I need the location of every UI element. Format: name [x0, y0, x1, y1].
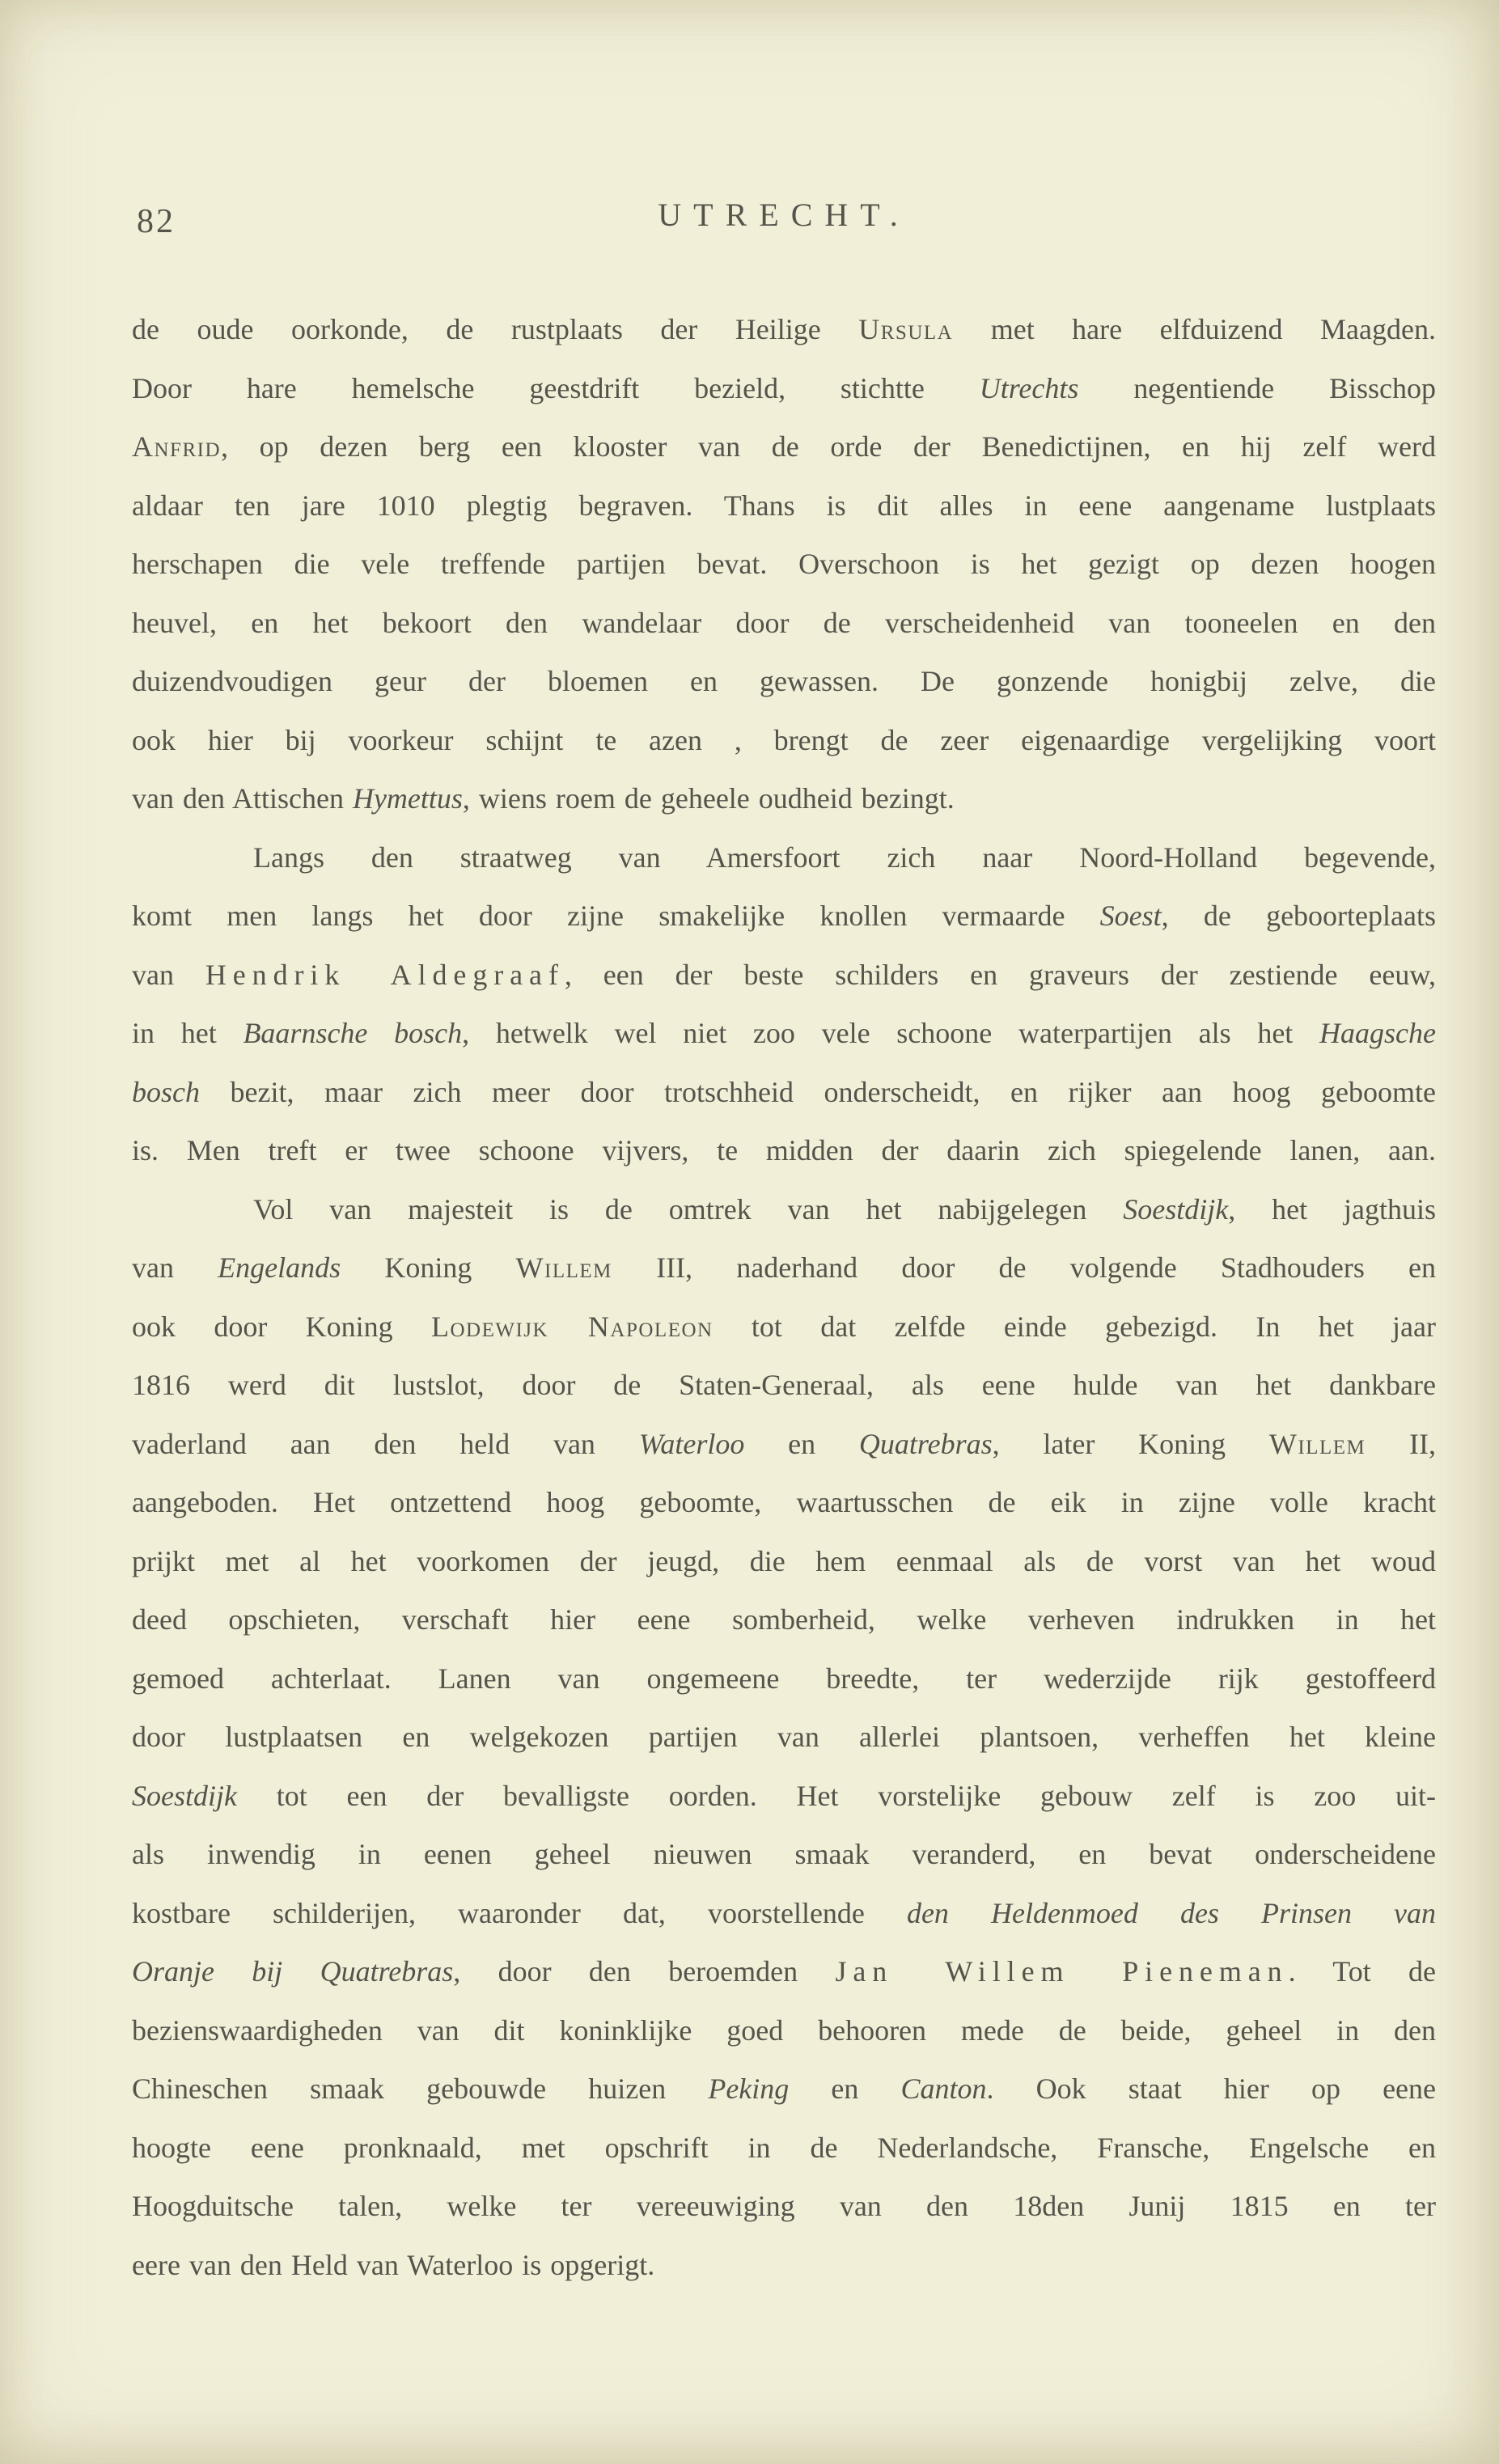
- italic-text: Hymettus: [352, 782, 463, 815]
- italic-text: den Heldenmoed des Prinsen van: [906, 1896, 1436, 1929]
- text-line: Vol van majesteit is de omtrek van het nabijgelegen Soestdijk, het jagthuis: [253, 1192, 1436, 1226]
- italic-text: Canton: [900, 2072, 987, 2105]
- italic-text: Peking: [708, 2072, 790, 2105]
- italic-text: Engelands: [218, 1251, 341, 1284]
- italic-text: Soestdijk: [132, 1779, 237, 1812]
- italic-text: Quatrebras: [858, 1427, 993, 1460]
- text-line: van den Attischen Hymettus, wiens roem de geheele oudheid bezingt.: [132, 782, 955, 815]
- italic-text: Soestdijk: [1123, 1192, 1229, 1226]
- text-line: in het Baarnsche bosch, hetwelk wel niet zoo vele schoone waterpartijen als het Haagsche: [132, 1017, 1436, 1049]
- text-line: prijkt met al het voorkomen der jeugd, die hem eenmaal als de vorst van het woud: [132, 1544, 1436, 1577]
- text-line: de oude oorkonde, de rustplaats der Heilige Ursula met hare elfduizend Maagden.: [132, 313, 1436, 345]
- text-line: komt men langs het door zijne smakelijke knollen vermaarde Soest, de geboorteplaats: [132, 900, 1436, 932]
- text-line: Hoogduitsche talen, welke ter vereeuwiging van den 18den Junij 1815 en ter: [132, 2190, 1436, 2222]
- text-line: herschapen die vele treffende partijen bevat. Overschoon is het gezigt op dezen hoogen: [132, 548, 1436, 580]
- text-line: ook hier bij voorkeur schijnt te azen , brengt de zeer eigenaardige vergelijking voort: [132, 723, 1436, 756]
- text-line: aangeboden. Het ontzettend hoog geboomte, waartusschen de eik in zijne volle kracht: [132, 1486, 1436, 1518]
- text-line: door lustplaatsen en welgekozen partijen van allerlei plantsoen, verheffen het kleine: [132, 1721, 1436, 1753]
- italic-text: Utrechts: [979, 371, 1079, 404]
- text-line: Langs den straatweg van Amersfoort zich naar Noord-Holland begevende,: [253, 840, 1436, 874]
- text-line: Door hare hemelsche geestdrift bezield, stichtte Utrechts negentiende Bisschop: [132, 371, 1436, 404]
- italic-text: Soest: [1099, 900, 1162, 932]
- page-header: [132, 193, 1436, 249]
- letterspaced-name: Hendrik Aldegraaf: [205, 958, 565, 991]
- text-line: ook door Koning Lodewijk Napoleon tot dat zelfde einde gebezigd. In het jaar: [132, 1310, 1436, 1343]
- letterspaced-name: Jan Willem Pieneman: [835, 1955, 1289, 1988]
- text-line: bosch bezit, maar zich meer door trotschheid onderscheidt, en rijker aan hoog geboomte: [132, 1075, 1436, 1108]
- small-caps-name: Lodewijk Napoleon: [431, 1310, 714, 1343]
- running-title: UTRECHT.: [658, 197, 910, 233]
- text-line: gemoed achterlaat. Lanen van ongemeene breedte, ter wederzijde rijk gestoffeerd: [132, 1662, 1436, 1695]
- text-line: aldaar ten jare 1010 plegtig begraven. Thans is dit alles in eene aangename lustplaats: [132, 489, 1436, 522]
- small-caps-name: Anfrid: [132, 430, 222, 463]
- text-line: van Hendrik Aldegraaf, een der beste schilders en graveurs der zestiende eeuw,: [132, 958, 1437, 991]
- text-line: Soestdijk tot een der bevalligste oorden. Het vorstelijke gebouw zelf is zoo uit-: [132, 1779, 1436, 1812]
- body-text: [132, 300, 1436, 2294]
- small-caps-name: Ursula: [858, 313, 954, 345]
- text-line: 1816 werd dit lustslot, door de Staten-Generaal, als eene hulde van het dankbare: [132, 1369, 1436, 1401]
- text-line: vaderland aan den held van Waterloo en Quatrebras, later Koning Willem II,: [132, 1427, 1436, 1460]
- text-line: duizendvoudigen geur der bloemen en gewassen. De gonzende honigbij zelve, die: [132, 665, 1436, 697]
- text-line: als inwendig in eenen geheel nieuwen smaak veranderd, en bevat onderscheidene: [132, 1838, 1436, 1870]
- text-line: bezienswaardigheden van dit koninklijke goed behooren mede de beide, geheel in den: [132, 2013, 1436, 2047]
- italic-text: Waterloo: [638, 1427, 745, 1460]
- italic-text: Haagsche: [1319, 1017, 1436, 1049]
- text-line: deed opschieten, verschaft hier eene somberheid, welke verheven indrukken in het: [132, 1603, 1436, 1636]
- small-caps-name: Willem: [515, 1251, 612, 1284]
- text-line: kostbare schilderijen, waaronder dat, voorstellende den Heldenmoed des Prinsen van: [132, 1896, 1436, 1929]
- text-line: is. Men treft er twee schoone vijvers, te midden der daarin zich spiegelende lanen, aan.: [132, 1134, 1436, 1166]
- italic-text: bosch: [132, 1075, 200, 1108]
- page-number: 82: [137, 203, 176, 240]
- small-caps-name: Willem: [1268, 1427, 1366, 1460]
- italic-text: Oranje bij Quatrebras: [132, 1955, 454, 1988]
- text-line: Anfrid, op dezen berg een klooster van de orde der Benedictijnen, en hij zelf werd: [132, 430, 1436, 463]
- text-line: hoogte eene pronknaald, met opschrift in de Nederlandsche, Fransche, Engelsche en: [132, 2131, 1436, 2164]
- text-line: eere van den Held van Waterloo is opgerigt.: [132, 2248, 655, 2281]
- text-line: van Engelands Koning Willem III, naderhand door de volgende Stadhouders en: [132, 1251, 1437, 1284]
- text-line: Oranje bij Quatrebras, door den beroemden Jan Willem Pieneman. Tot de: [132, 1955, 1436, 1988]
- text-line: Chineschen smaak gebouwde huizen Peking en Canton. Ook staat hier op eene: [132, 2072, 1437, 2105]
- italic-text: Baarnsche bosch: [243, 1017, 463, 1049]
- text-line: heuvel, en het bekoort den wandelaar door de verscheidenheid van tooneelen en den: [132, 606, 1436, 639]
